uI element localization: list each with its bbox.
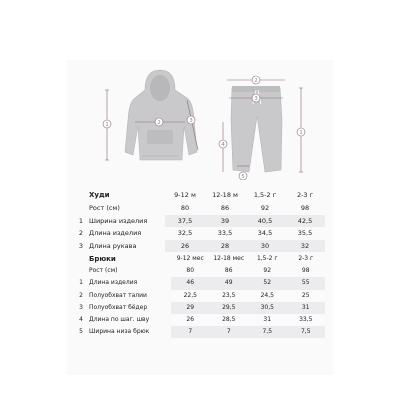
row-label: Длина по шаг. шву <box>89 316 150 324</box>
row-label: Полуобхват талии <box>89 291 147 299</box>
table-row: 4 Длина по шаг. шву 26 28,5 31 33,5 <box>75 314 325 326</box>
row-label: Длина изделия <box>89 229 142 237</box>
table-row: Рост (см) 80 86 92 98 <box>75 202 325 215</box>
pants-marker-3: 3 <box>254 96 258 102</box>
hoodie-drawing <box>125 70 197 160</box>
hoodie-size-header: 2-3 г <box>296 190 314 199</box>
size-chart-sheet <box>67 60 333 375</box>
row-label: Длина рукава <box>87 240 165 253</box>
table-row: 3 Длина рукава 26 28 30 32 <box>75 240 325 253</box>
table-row: 3 Полуобхват бёдер 29 29,5 30,5 31 <box>75 302 325 314</box>
table-row: 2 Полуобхват талии 22,5 23,5 24,5 25 <box>75 290 325 302</box>
hood-opening <box>150 75 170 101</box>
pants-size-table <box>75 253 325 338</box>
row-label: Ширина изделия <box>87 215 165 228</box>
table-row: 1 Длина изделия 46 49 52 55 <box>75 277 325 289</box>
hoodie-size-header: 12-18 м <box>212 190 238 199</box>
row-label: Длина изделия <box>87 277 171 289</box>
hoodie-header-row <box>75 188 325 202</box>
pants-size-header: 12-18 мес <box>213 255 245 262</box>
pants-marker-5: 5 <box>241 174 245 180</box>
table-row: 2 Длина изделия 32,5 33,5 34,5 35,5 <box>75 227 325 240</box>
table-row: 5 Ширина низа брюк 7 7 7,5 7,5 <box>75 326 325 338</box>
pants-size-header: 2-3 г <box>298 255 314 262</box>
row-label: Ширина низа брюк <box>87 326 171 338</box>
pants-header-row <box>75 253 325 265</box>
pants-size-header: 1,5-2 г <box>256 255 278 262</box>
pants-marker-1: 1 <box>299 130 303 136</box>
pants-marker-2: 2 <box>254 78 258 84</box>
table-row: 1 Ширина изделия 37,5 39 40,5 42,5 <box>75 215 325 228</box>
row-label: Полуобхват бёдер <box>87 302 171 314</box>
table-row: Рост (см) 80 86 92 98 <box>75 265 325 277</box>
pants-marker-4: 4 <box>221 142 225 148</box>
hoodie-size-header: 9-12 м <box>174 190 196 199</box>
row-label: Рост (см) <box>89 204 120 212</box>
pants-table-title: Брюки <box>89 255 116 263</box>
hoodie-marker-2: 2 <box>157 120 161 126</box>
garment-illustration <box>67 60 333 180</box>
hoodie-marker-1: 1 <box>105 122 109 128</box>
hoodie-marker-3: 3 <box>189 118 193 124</box>
pants-size-header: 9-12 мес <box>176 255 204 262</box>
hoodie-table-title: Худи <box>89 190 110 199</box>
hoodie-size-table <box>75 188 325 252</box>
hoodie-size-header: 1,5-2 г <box>253 190 277 199</box>
row-label: Рост (см) <box>89 267 118 275</box>
hoodie-pocket <box>147 130 173 144</box>
